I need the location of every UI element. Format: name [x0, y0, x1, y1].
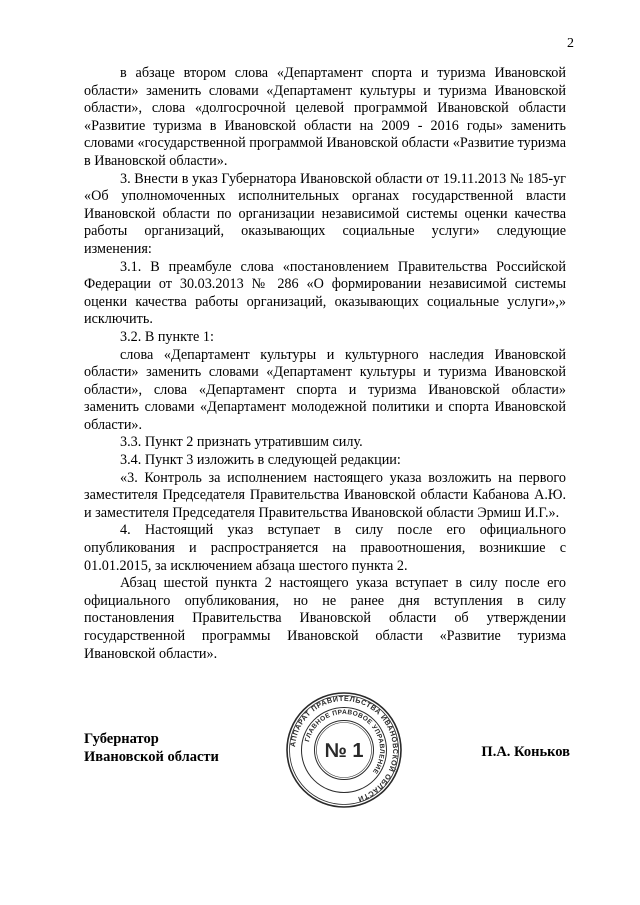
official-seal-stamp: [284, 690, 404, 810]
paragraph: 3. Внести в указ Губернатора Ивановской области от 19.11.2013 № 185-уг «Об уполномоченных исполнительных органах государственной власти Ивановской области по организации независимой системы оценки качества работы организаций, оказывающих социальные услуги» следующие изменения:: [84, 170, 566, 257]
signatory-title-line: Ивановской области: [84, 749, 219, 765]
signatory-title-line: Губернатор: [84, 731, 159, 747]
seal-inner-text-path: ГЛАВНОЕ ПРАВОВОЕ УПРАВЛЕНИЕ: [304, 708, 386, 776]
paragraph: слова «Департамент культуры и культурного наследия Ивановской области» заменить словами «Департамент культуры и туризма Ивановской области», слова «Департамент спорта и туризма Ивановской области» заменить словами «Департамент молодежной политики и спорта Ивановской области».: [84, 346, 566, 433]
seal-outer-text-path: АППАРАТ ПРАВИТЕЛЬСТВА ИВАНОВСКОЙ ОБЛАСТИ: [288, 693, 401, 804]
paragraph: 4. Настоящий указ вступает в силу после его официального опубликования и распространяется на правоотношения, возникшие с 01.01.2015, за исключением абзаца шестого пункта 2.: [84, 522, 566, 574]
paragraph: в абзаце втором слова «Департамент спорта и туризма Ивановской области» заменить словами «Департамент культуры и туризма Ивановской области», слова «долгосрочной целевой программой Ивановской области «Развитие туризма в Ивановской области на 2009 - 2016 годы» заменить словами «государственной программой Ивановской области «Развитие туризма в Ивановской области».: [84, 65, 566, 169]
signatory-name: П.А. Коньков: [481, 744, 570, 760]
paragraph: 3.3. Пункт 2 признать утратившим силу.: [120, 434, 363, 451]
paragraph: «3. Контроль за исполнением настоящего указа возложить на первого заместителя Председателя Правительства Ивановской области Кабанова А.Ю. и заместителя Председателя Правительства Ивановской области Эрмиш И.Г.».: [84, 469, 566, 521]
paragraph: 3.4. Пункт 3 изложить в следующей редакции:: [120, 452, 401, 469]
document-body: [84, 65, 566, 663]
paragraph: 3.2. В пункте 1:: [120, 328, 214, 345]
page-number: 2: [567, 36, 574, 51]
paragraph: 3.1. В преамбуле слова «постановлением Правительства Российской Федерации от 30.03.2013 № 286 «О формировании независимой системы оценки качества работы организаций, оказывающих социальные услуги»,» исключить.: [84, 258, 566, 328]
paragraph: Абзац шестой пункта 2 настоящего указа вступает в силу после его официального опубликования, но не ранее дня вступления в силу постановления Правительства Ивановской области об утверждении государственной программы Ивановской области «Развитие туризма Ивановской области».: [84, 575, 566, 662]
signatory-title: [84, 730, 219, 766]
seal-number: № 1: [324, 740, 364, 762]
